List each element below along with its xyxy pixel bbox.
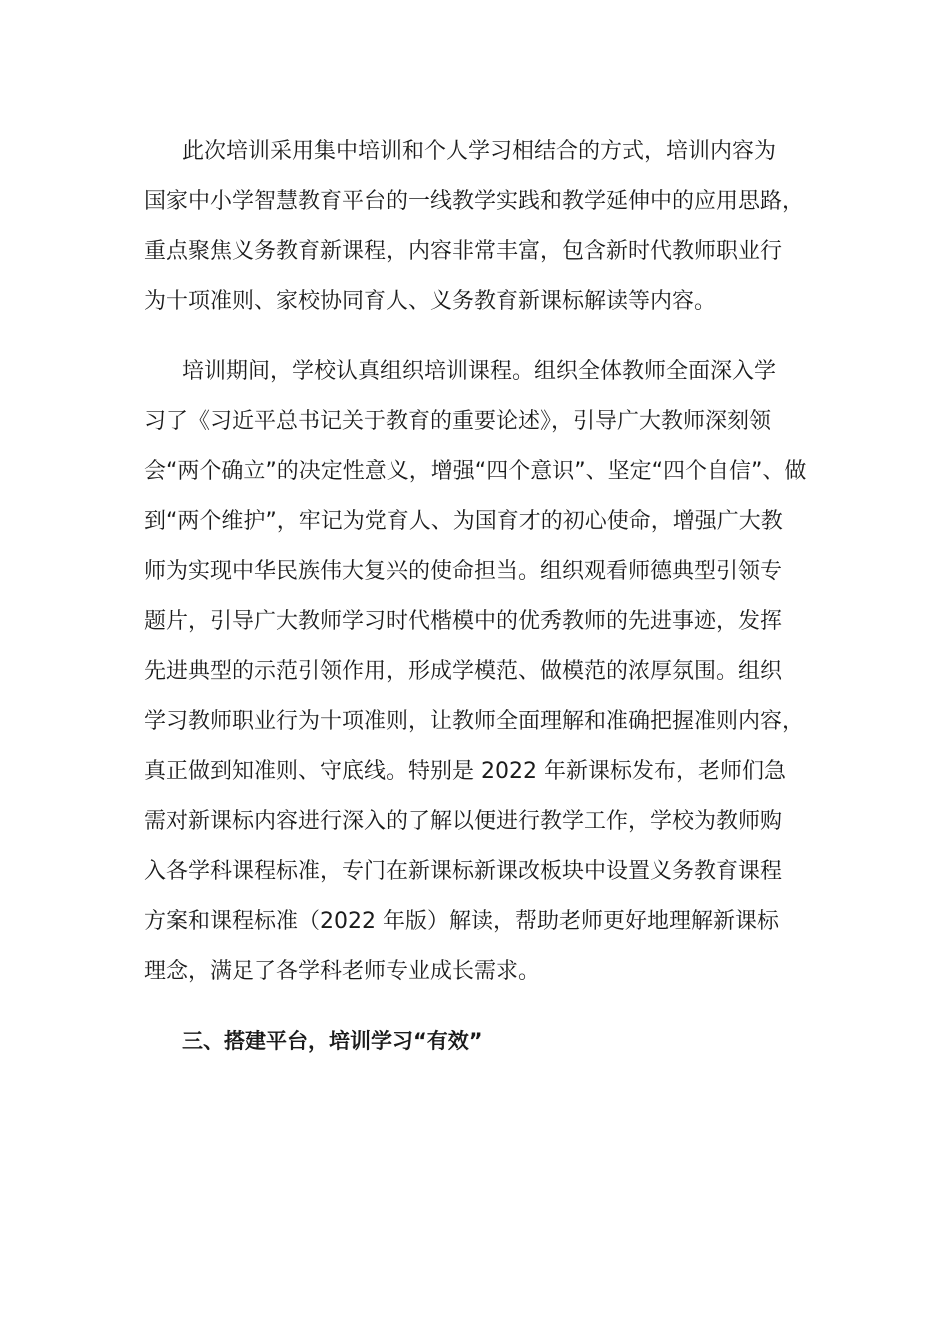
paragraph-line: 方案和课程标准（2022 年版）解读，帮助老师更好地理解新课标 bbox=[144, 909, 779, 934]
paragraph-line: 为十项准则、家校协同育人、义务教育新课标解读等内容。 bbox=[144, 289, 717, 314]
paragraph-line: 国家中小学智慧教育平台的一线教学实践和教学延伸中的应用思路， bbox=[144, 189, 805, 214]
paragraph-line: 习了《习近平总书记关于教育的重要论述》，引导广大教师深刻领 bbox=[144, 409, 772, 434]
paragraph-line: 入各学科课程标准，专门在新课标新课改板块中设置义务教育课程 bbox=[144, 859, 783, 884]
paragraph-line: 真正做到知准则、守底线。特别是 2022 年新课标发布，老师们急 bbox=[144, 759, 786, 784]
paragraph-line: 师为实现中华民族伟大复兴的使命担当。组织观看师德典型引领专 bbox=[144, 559, 783, 584]
paragraph-line: 先进典型的示范引领作用，形成学模范、做模范的浓厚氛围。组织 bbox=[144, 659, 783, 684]
section-heading: 三、搭建平台，培训学习“有效” bbox=[182, 1029, 483, 1053]
paragraph-line: 此次培训采用集中培训和个人学习相结合的方式，培训内容为 bbox=[182, 139, 777, 164]
paragraph-line: 理念，满足了各学科老师专业成长需求。 bbox=[144, 959, 541, 984]
paragraph-line: 到“两个维护”，牢记为党育人、为国育才的初心使命，增强广大教 bbox=[144, 509, 783, 534]
paragraph-line: 重点聚焦义务教育新课程，内容非常丰富，包含新时代教师职业行 bbox=[144, 239, 783, 264]
paragraph-line: 需对新课标内容进行深入的了解以便进行教学工作，学校为教师购 bbox=[144, 809, 783, 834]
paragraph-training-period bbox=[144, 347, 834, 997]
paragraph-training-method bbox=[144, 127, 834, 327]
paragraph-line: 学习教师职业行为十项准则，让教师全面理解和准确把握准则内容， bbox=[144, 709, 805, 734]
paragraph-line: 题片，引导广大教师学习时代楷模中的优秀教师的先进事迹，发挥 bbox=[144, 609, 783, 634]
paragraph-line: 培训期间，学校认真组织培训课程。组织全体教师全面深入学 bbox=[182, 359, 777, 384]
paragraph-line: 会“两个确立”的决定性意义，增强“四个意识”、坚定“四个自信”、做 bbox=[144, 459, 807, 484]
